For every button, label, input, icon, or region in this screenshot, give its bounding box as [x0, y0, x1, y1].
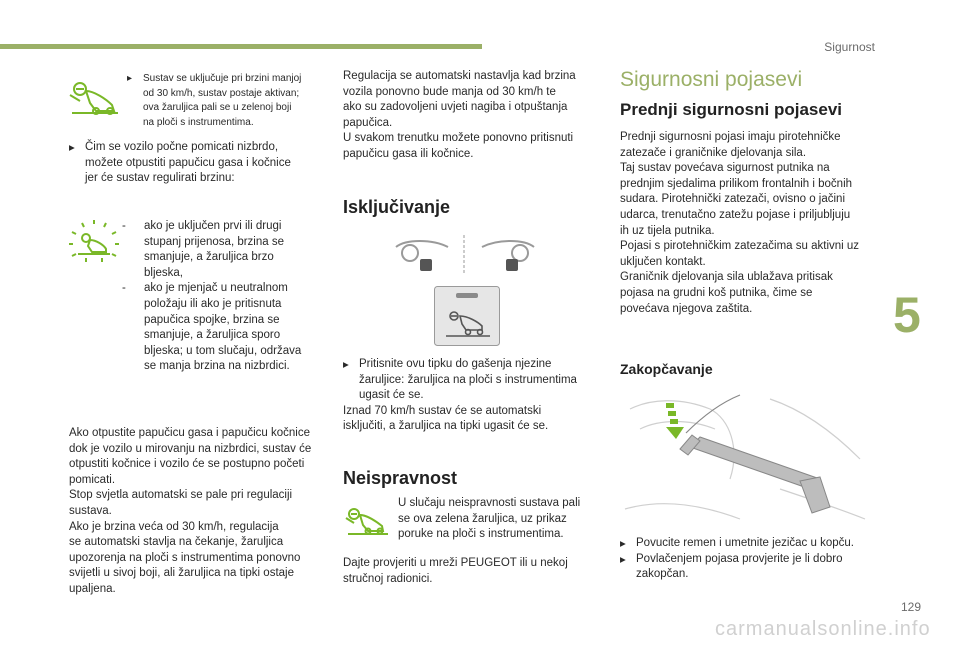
- bullet-arrow-icon: ▸: [343, 357, 349, 371]
- col2-fault-text: U slučaju neispravnosti sustava pali se ova zelena žaruljica, uz prikaz poruke na ploči s instrumentima.: [398, 497, 581, 541]
- box1-note: ▸ Sustav se uključuje pri brzini manjoj od 30 km/h, sustav postaje aktivan; ova žaruljica pali se u zelenoj boji na ploči s instrumentima.: [127, 72, 327, 130]
- col1-para2: Ako otpustite papučicu gasa i papučicu kočnice dok je vozilo u mirovanju na nizbrdici, sustav će otpustiti kočnice i vozilo će se postupno početi pomicati. Stop svjetla automatski se pale pri regulaciji sustava. Ako je brzina veća od 30 km/h, regulacija se automatski stavlja na čekanje, žaruljica upozorenja na ploči s instrumentima ponovno svijetli u sivoj boji, ali žaruljica na tipki ostaje upaljena.: [69, 427, 312, 595]
- header-accent-bar: [0, 44, 482, 49]
- section-title: Sigurnost: [824, 40, 875, 54]
- seatbelt-illustration: [620, 389, 870, 529]
- heading-front-seatbelts: Prednji sigurnosni pojasevi: [620, 100, 842, 119]
- chapter-number: 5: [893, 287, 921, 343]
- bullet-arrow-icon: ▸: [620, 551, 626, 566]
- watermark: carmanualsonline.info: [715, 618, 931, 640]
- bullet-arrow-icon: ▸: [127, 73, 133, 84]
- steering-wheel-icon: [392, 233, 537, 275]
- hill-descent-flashing-icon: [66, 218, 122, 264]
- bullet-arrow-icon: ▸: [620, 536, 626, 550]
- hill-descent-fault-icon: [342, 504, 392, 536]
- col3-para: Prednji sigurnosni pojasi imaju pirotehničke zatezače i graničnike djelovanja sila. Taj sustav povećava sigurnost putnika na prednjim sjedalima prilikom frontalnih i bočnih sudara. Pirotehnički zatezači, ovisno o jačini udarca, trenutačno zatežu pojase i priljubljuju ih uz tijela putnika. Pojasi s pirotehničkim zatezačima su aktivni uz uključen kontakt. Graničnik djelovanja sila ublažava pritisak pojasa na grudni koš putnika, čime se povećava njegova zaštita.: [620, 131, 860, 315]
- col1-para1: ▸ Čim se vozilo počne pomicati nizbrdo, možete otpustiti papučicu gasa i kočnice jer će sustav regulirati brzinu:: [69, 140, 339, 187]
- bullet-arrow-icon: ▸: [69, 140, 75, 154]
- heading-buckling: Zakopčavanje: [620, 361, 713, 377]
- col2-fault-after: Dajte provjeriti u mreži PEUGEOT ili u nekoj stručnoj radionici.: [343, 557, 568, 585]
- page-heading-seatbelts: Sigurnosni pojasevi: [620, 68, 803, 91]
- col2-off-instruction: ▸ Pritisnite ovu tipku do gašenja njezine žaruljice: žaruljica na ploči s instrumentima ugasit će se. Iznad 70 km/h sustav će se automatski isključiti, a žaruljica na tipki ugasit će se.: [343, 357, 577, 433]
- hill-descent-button-icon: [434, 286, 500, 346]
- hill-descent-icon: [66, 77, 122, 117]
- col1-box2-list: - ako je uključen prvi ili drugi stupanj prijenosa, brzina se smanjuje, a žaruljica brzo bljeska, - ako je mjenjač u neutralnom položaju ili ako je pritisnuta papučica spojke, brzina se smanjuje, a žaruljica sporo bljeska; u tom slučaju, održava se manja brzina na nizbrdici.: [122, 220, 302, 373]
- col2-para1: Regulacija se automatski nastavlja kad brzina vozila ponovno bude manja od 30 km/h te ako su zadovoljeni uvjeti nagiba i otpuštanja papučica. U svakom trenutku možete ponovno pritisnuti papučicu gasa ili kočnice.: [343, 70, 576, 160]
- col3-buckle-instructions: ▸ Povucite remen i umetnite jezičac u kopču. ▸ Povlačenjem pojasa provjerite je li dobro zakopčan.: [620, 536, 882, 583]
- heading-fault: Neispravnost: [343, 468, 458, 488]
- heading-switch-off: Isključivanje: [343, 197, 451, 217]
- page-number: 129: [901, 600, 922, 614]
